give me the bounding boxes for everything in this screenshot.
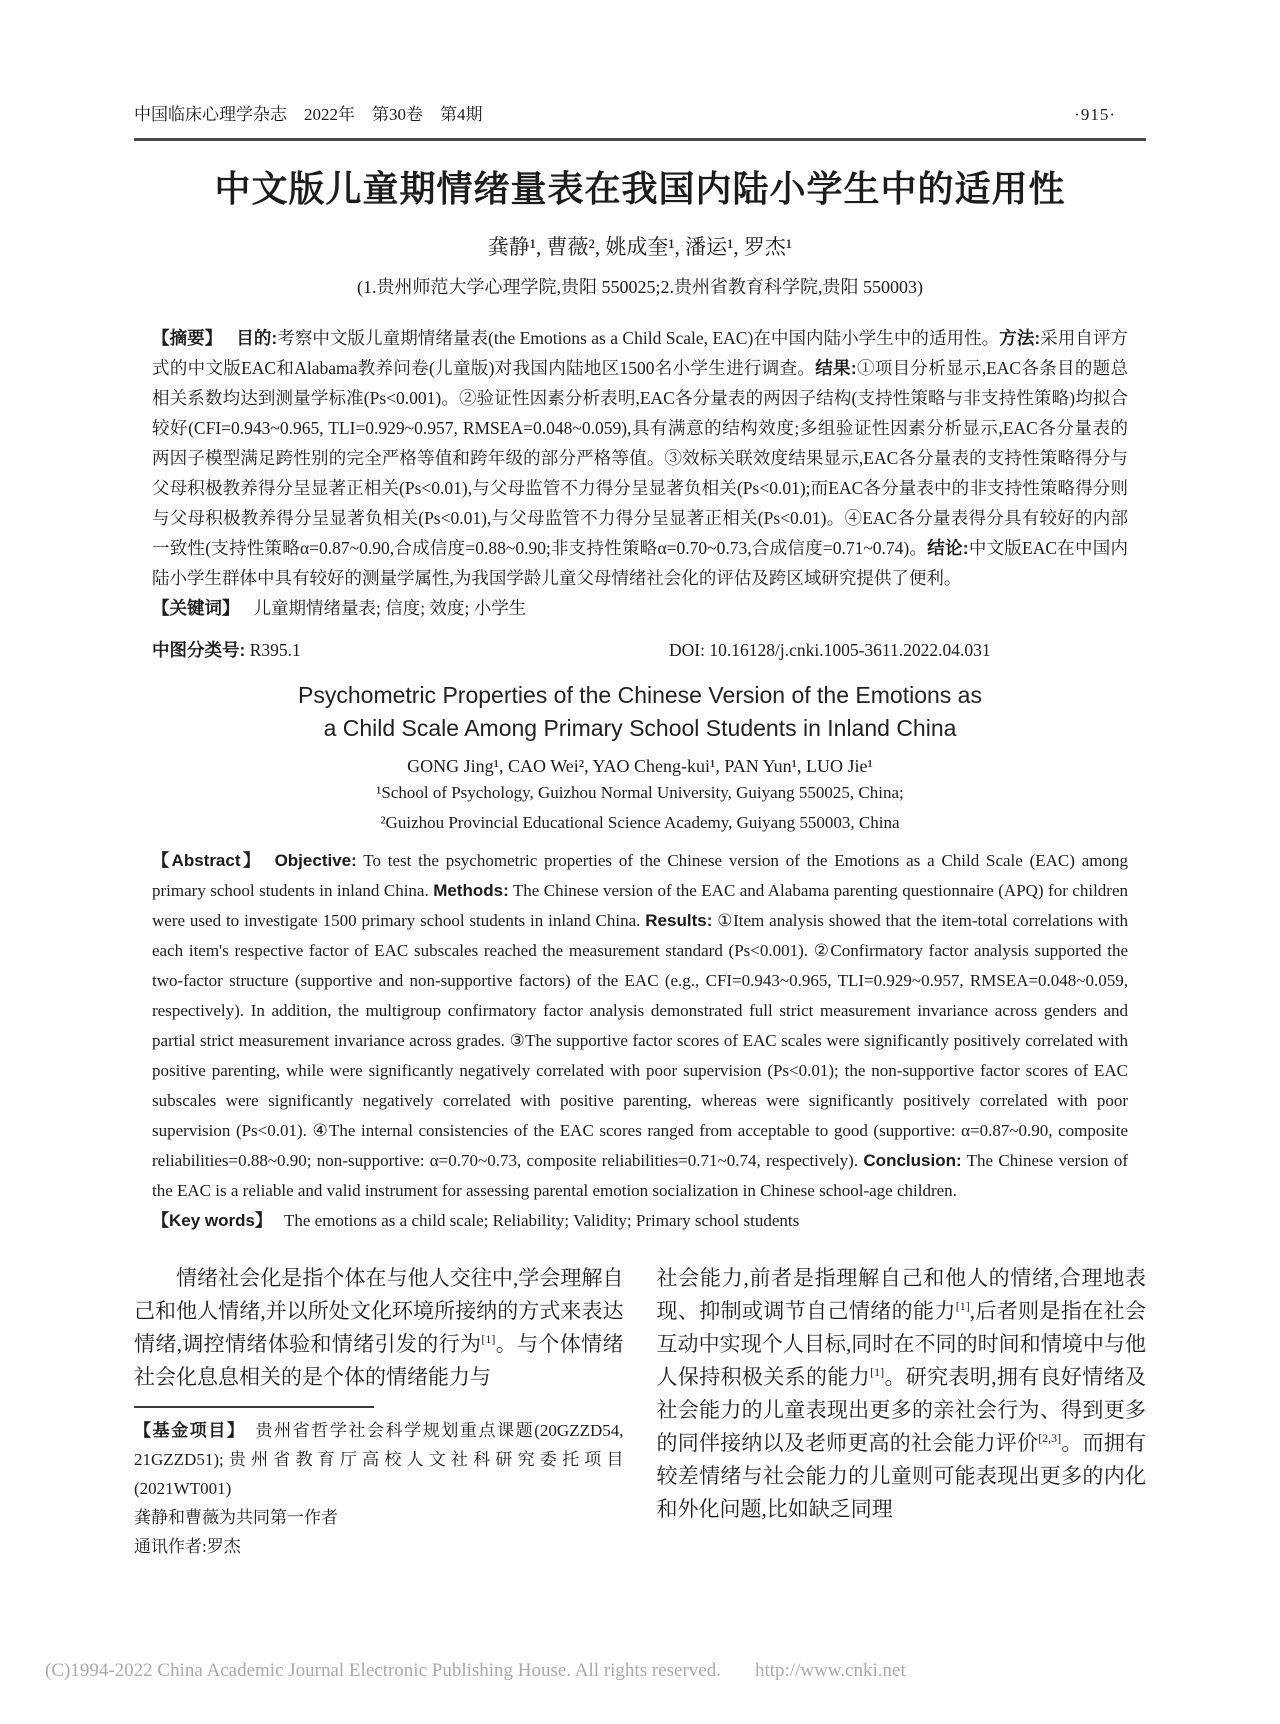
abstract-cn-methods-text: 采用自评方式的中文版EAC和Alabama教养问卷(儿童版)对我国内陆地区1500名小学生进行调查。 xyxy=(152,328,1129,378)
doi-label: DOI: xyxy=(669,640,705,660)
abstract-en-label: 【Abstract】 xyxy=(152,851,263,870)
abstract-en-objective-text: To test the psychometric properties of the Chinese version of the Emotions as a Child Scale (EAC) among primary school students in inland China. xyxy=(152,851,1128,900)
footnote-fund-line xyxy=(134,1416,624,1503)
keywords-en-text: The emotions as a child scale; Reliability; Validity; Primary school students xyxy=(283,1211,800,1230)
cnki-url: http://www.cnki.net xyxy=(754,1660,906,1681)
keywords-cn-text: 儿童期情绪量表; 信度; 效度; 小学生 xyxy=(253,598,527,618)
copyright-footer xyxy=(45,1660,906,1682)
abstract-cn-conclusion-label: 结论: xyxy=(927,538,969,558)
abstract-cn-objective-text: 考察中文版儿童期情绪量表(the Emotions as a Child Scale, EAC)在中国内陆小学生中的适用性。 xyxy=(277,328,1000,348)
footnote xyxy=(134,1406,624,1561)
abstract-cn-objective-label: 目的: xyxy=(236,328,278,348)
footnote-fund-text: 贵州省哲学社会科学规划重点课题(20GZZD54, 21GZZD51);贵州省教育厅高校人文社科研究委托项目(2021WT001) xyxy=(134,1421,624,1498)
keywords-cn-label: 【关键词】 xyxy=(152,598,240,618)
article-title-en-line2: a Child Scale Among Primary School Students in Inland China xyxy=(323,715,957,741)
body-right-text-1: 社会能力,前者是指理解自己和他人的情绪,合理地表现、抑制或调节自己情绪的能力 xyxy=(656,1266,1146,1323)
keywords-cn xyxy=(152,593,1128,623)
abstract-en-methods-text: The Chinese version of the EAC and Alabama parenting questionnaire (APQ) for children were used to investigate 1500 primary school students in inland China. xyxy=(152,881,1129,930)
page-content xyxy=(134,0,1146,1561)
abstract-en-objective-label: Objective: xyxy=(274,851,357,870)
abstract-en xyxy=(152,846,1128,1206)
body-right-text-4: 。而拥有较差情绪与社会能力的儿童则可能表现出更多的内化和外化问题,比如缺乏同理 xyxy=(656,1431,1147,1521)
doi-value: 10.16128/j.cnki.1005-3611.2022.04.031 xyxy=(704,640,991,660)
journal-issue-line: 中国临床心理学杂志 2022年 第30卷 第4期 xyxy=(134,105,483,124)
abstract-cn-conclusion-text: 中文版EAC在中国内陆小学生群体中具有较好的测量学属性,为我国学龄儿童父母情绪社会化的评估及跨区域研究提供了便利。 xyxy=(152,538,1129,588)
classification-row xyxy=(152,637,1128,663)
article-title-en xyxy=(134,679,1146,745)
classification-label: 中图分类号: xyxy=(152,640,246,660)
affiliation-cn: (1.贵州师范大学心理学院,贵阳 550025;2.贵州省教育科学院,贵阳 550003) xyxy=(357,277,923,297)
header-rule xyxy=(134,138,1146,141)
abstract-cn-results-label: 结果: xyxy=(815,358,857,378)
authors-en: GONG Jing¹, CAO Wei², YAO Cheng-kui¹, PAN Yun¹, LUO Jie¹ xyxy=(407,756,873,776)
abstract-en-results-label: Results: xyxy=(645,911,713,930)
abstract-en-results-text: ①Item analysis showed that the item-total correlations with each item's respective factor of EAC subscales reached the measurement standard (Ps<0.001). ②Confirmatory factor analysis supported the two-factor structure (supportive and non-supportive factors) of the EAC (e.g., CFI=0.943~0.965, TLI=0.929~0.957, RMSEA=0.048~0.059, respectively). In addition, the multigroup confirmatory factor analysis demonstrated full strict measurement invariance across genders and partial strict measurement invariance across grades. ③The supportive factor scores of EAC scales were significantly positively correlated with positive parenting, while were significantly negatively correlated with poor supervision (Ps<0.01); the non-supportive factor scores of EAC subscales were significantly negatively correlated with positive parenting, whereas were significantly positively correlated with poor supervision (Ps<0.01). ④The internal consistencies of the EAC scores ranged from acceptable to good (supportive: α=0.87~0.90, composite reliabilities=0.88~0.90; non-supportive: α=0.70~0.73, composite reliabilities=0.71~0.74, respectively). xyxy=(152,911,1128,1170)
right-column xyxy=(657,1262,1147,1561)
doi xyxy=(669,637,991,663)
article-title-en-line1: Psychometric Properties of the Chinese Version of the Emotions as xyxy=(298,682,982,708)
keywords-en-label: 【Key words】 xyxy=(152,1211,272,1230)
abstract-en-conclusion-label: Conclusion: xyxy=(863,1151,962,1170)
body-right-text-3: 。研究表明,拥有良好情绪及社会能力的儿童表现出更多的亲社会行为、得到更多的同伴接纳以及老师更高的社会能力评价 xyxy=(656,1365,1147,1455)
copyright-text: (C)1994-2022 China Academic Journal Electronic Publishing House. All rights reserved. xyxy=(45,1660,721,1681)
body-paragraph-left xyxy=(134,1262,624,1394)
body-right-text-2: ,后者则是指在社会互动中实现个人目标,同时在不同的时间和情境中与他人保持积极关系的能力 xyxy=(656,1299,1146,1389)
affiliation-en-1: ¹School of Psychology, Guizhou Normal University, Guiyang 550025, China; xyxy=(376,783,904,802)
citation-ref: [1] xyxy=(481,1332,496,1346)
body-left-text-2: 。与个体情绪社会化息息相关的是个体的情绪能力与 xyxy=(134,1332,624,1389)
classification-number xyxy=(152,640,301,660)
abstract-en-conclusion-text: The Chinese version of the EAC is a reliable and valid instrument for assessing parental emotion socialization in Chinese school-age children. xyxy=(152,1151,1128,1200)
footnote-rule xyxy=(134,1406,374,1408)
article-title-cn: 中文版儿童期情绪量表在我国内陆小学生中的适用性 xyxy=(214,168,1066,209)
journal-header xyxy=(134,0,1146,126)
abstract-cn xyxy=(152,323,1128,593)
body-left-text-1: 情绪社会化是指个体在与他人交往中,学会理解自己和他人情绪,并以所处文化环境所接纳的方式来表达情绪,调控情绪体验和情绪引发的行为 xyxy=(134,1266,624,1356)
citation-ref: [2,3] xyxy=(1038,1431,1062,1445)
citation-ref: [1] xyxy=(870,1365,885,1379)
citation-ref: [1] xyxy=(955,1299,970,1313)
authors-cn: 龚静¹, 曹薇², 姚成奎¹, 潘运¹, 罗杰¹ xyxy=(487,235,793,259)
footnote-label: 【基金项目】 xyxy=(134,1421,246,1440)
classification-value: R395.1 xyxy=(245,640,301,660)
left-column xyxy=(134,1262,624,1561)
body-paragraph-right xyxy=(657,1262,1147,1526)
footnote-co-first-authors: 龚静和曹薇为共同第一作者 xyxy=(134,1508,338,1527)
footnote-corresponding-author: 通讯作者:罗杰 xyxy=(134,1537,241,1556)
affiliation-en-2: ²Guizhou Provincial Educational Science Academy, Guiyang 550003, China xyxy=(380,813,900,832)
body-columns xyxy=(134,1262,1146,1561)
abstract-cn-methods-label: 方法: xyxy=(999,328,1041,348)
page-number: ·915· xyxy=(1074,105,1116,124)
abstract-cn-results-text: ①项目分析显示,EAC各条目的题总相关系数均达到测量学标准(Ps<0.001)。②验证性因素分析表明,EAC各分量表的两因子结构(支持性策略与非支持性策略)均拟合较好(CFI=0.943~0.965, TLI=0.929~0.957, RMSEA=0.048~0.059),具有满意的结构效度;多组验证性因素分析显示,EAC各分量表的两因子模型满足跨性别的完全严格等值和跨年级的部分严格等值。③效标关联效度结果显示,EAC各分量表的支持性策略得分与父母积极教养得分呈显著正相关(Ps<0.01),与父母监管不力得分呈显著负相关(Ps<0.01);而EAC各分量表中的非支持性策略得分则与父母积极教养得分呈显著负相关(Ps<0.01),与父母监管不力得分呈显著正相关(Ps<0.01)。④EAC各分量表得分具有较好的内部一致性(支持性策略α=0.87~0.90,合成信度=0.88~0.90;非支持性策略α=0.70~0.73,合成信度=0.71~0.74)。 xyxy=(152,358,1129,558)
abstract-en-methods-label: Methods: xyxy=(433,881,509,900)
keywords-en xyxy=(152,1206,1128,1236)
abstract-cn-label: 【摘要】 xyxy=(152,328,223,348)
